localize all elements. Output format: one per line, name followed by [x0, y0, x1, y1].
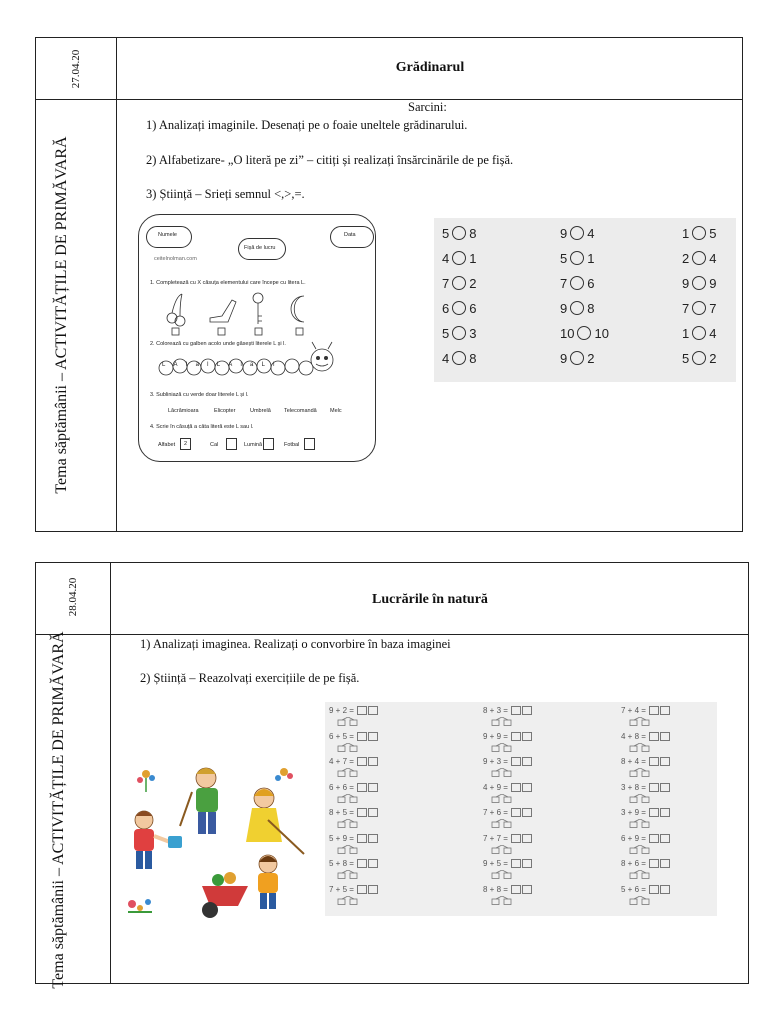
- addition-exercise: [621, 783, 670, 792]
- addition-exercise: [621, 808, 670, 817]
- left-number: 10: [560, 325, 575, 341]
- flower-icon: [128, 899, 152, 912]
- left-number: 5: [442, 325, 450, 341]
- equation-text: 6 + 6 =: [329, 782, 354, 792]
- word-4: Telecomandă: [284, 408, 317, 414]
- column-divider-2: [110, 562, 111, 984]
- decomposition-boxes: [491, 743, 513, 752]
- sarcini-label: Sarcini:: [408, 100, 447, 114]
- right-number: 6: [469, 300, 477, 316]
- answer-box[interactable]: [522, 732, 532, 741]
- addition-exercise: [329, 783, 378, 792]
- equation-text: 7 + 7 =: [483, 833, 508, 843]
- decomposition-boxes: [629, 819, 651, 828]
- answer-box[interactable]: [649, 732, 659, 741]
- equation-text: 9 + 5 =: [483, 859, 508, 868]
- addition-exercise: [329, 757, 378, 766]
- word-3: Umbrelă: [250, 408, 271, 414]
- compare-circle[interactable]: [570, 251, 584, 265]
- left-number: 9: [560, 225, 568, 241]
- equation-text: 8 + 4 =: [621, 757, 646, 766]
- compare-circle[interactable]: [570, 226, 584, 240]
- answer-box[interactable]: [649, 783, 659, 792]
- compare-circle[interactable]: [452, 276, 466, 290]
- left-number: 5: [682, 350, 690, 366]
- caterpillar-letter: L: [216, 362, 229, 368]
- right-number: 2: [709, 350, 717, 366]
- answer-box[interactable]: [660, 859, 670, 868]
- answer-box[interactable]: [522, 885, 532, 894]
- compare-circle[interactable]: [692, 276, 706, 290]
- answer-box[interactable]: [522, 757, 532, 766]
- exercise-3: 3. Subliniază cu verde doar literele L și l.: [150, 392, 249, 398]
- answer-box[interactable]: [511, 859, 521, 868]
- addition-exercise: [621, 885, 670, 894]
- fill-box-3: [263, 438, 274, 450]
- addition-exercise: [483, 859, 532, 868]
- key-icon: [253, 293, 263, 335]
- compare-circle[interactable]: [452, 251, 466, 265]
- equation-text: 6 + 5 =: [329, 731, 354, 741]
- child-wheelbarrow: [202, 855, 278, 918]
- answer-box[interactable]: [660, 706, 670, 715]
- comparison-item: [442, 299, 476, 317]
- equation-text: 3 + 9 =: [621, 808, 646, 817]
- right-number: 4: [709, 325, 717, 341]
- answer-box[interactable]: [357, 757, 367, 766]
- caterpillar-letters: [162, 362, 283, 368]
- answer-box[interactable]: [368, 859, 378, 868]
- equation-text: 6 + 9 =: [621, 833, 646, 843]
- decomposition-boxes: [491, 870, 513, 879]
- flower-icon: [275, 768, 293, 781]
- caterpillar-letter: l: [207, 362, 217, 368]
- caterpillar-letter: l: [273, 362, 283, 368]
- answer-box[interactable]: [660, 757, 670, 766]
- right-number: 1: [587, 250, 595, 266]
- right-number: 8: [587, 300, 595, 316]
- child-watering: [134, 811, 182, 869]
- comparison-item: [682, 299, 716, 317]
- moon-icon: [291, 296, 304, 335]
- right-number: 10: [594, 325, 609, 341]
- left-number: 7: [560, 275, 568, 291]
- decomposition-boxes: [629, 743, 651, 752]
- date-cell-1: 27.04.20: [70, 49, 82, 89]
- answer-box[interactable]: [522, 808, 532, 817]
- left-number: 9: [560, 300, 568, 316]
- answer-box[interactable]: [649, 706, 659, 715]
- decomposition-boxes: [629, 896, 651, 905]
- caterpillar-letter: L: [261, 362, 274, 368]
- cherry-icon: [167, 294, 185, 335]
- decomposition-boxes: [629, 845, 651, 854]
- child-raking: [246, 788, 304, 854]
- answer-box[interactable]: [649, 834, 659, 843]
- shoe-icon: [210, 300, 236, 335]
- addition-exercise: [483, 732, 532, 741]
- right-number: 6: [587, 275, 595, 291]
- addition-exercise: [329, 885, 378, 894]
- sheet-label: Fișă de lucru: [244, 245, 276, 251]
- caterpillar-letter: a: [250, 362, 262, 368]
- row-divider-1: [35, 99, 743, 100]
- addition-exercise: [483, 885, 532, 894]
- compare-circle[interactable]: [570, 351, 584, 365]
- comparison-item: [560, 249, 594, 267]
- left-number: 6: [442, 300, 450, 316]
- task-2-1: 1) Analizați imaginea. Realizați o convorbire în baza imaginei: [140, 637, 451, 651]
- exercise-2: 2. Colorează cu galben acolo unde găsești literele L și l.: [150, 341, 286, 347]
- fill-word-3: Lumină: [244, 442, 263, 448]
- left-number: 2: [682, 250, 690, 266]
- left-number: 9: [560, 350, 568, 366]
- date-label: Data: [344, 232, 356, 238]
- comparison-item: [682, 224, 716, 242]
- equation-text: 5 + 6 =: [621, 884, 646, 894]
- column-divider-1: [116, 37, 117, 532]
- decomposition-boxes: [629, 768, 651, 777]
- comparison-item: [682, 274, 716, 292]
- compare-circle[interactable]: [577, 326, 591, 340]
- lesson-title-1: Grădinarul: [395, 60, 465, 75]
- comparison-item: [560, 349, 594, 367]
- decomposition-boxes: [491, 794, 513, 803]
- compare-circle[interactable]: [452, 301, 466, 315]
- answer-box[interactable]: [368, 885, 378, 894]
- lesson-title-2: Lucrările în natură: [372, 592, 488, 607]
- addition-exercise: [621, 859, 670, 868]
- fill-word-1: Alfabet: [158, 442, 176, 448]
- caterpillar-drawing: [156, 340, 366, 380]
- right-number: 1: [469, 250, 477, 266]
- answer-box[interactable]: [522, 859, 532, 868]
- row-divider-2: [35, 634, 749, 635]
- task-1-3: 3) Științǎ – Srieți semnul <,>,=.: [146, 187, 305, 201]
- fill-box-4: [304, 438, 315, 450]
- decomposition-boxes: [491, 845, 513, 854]
- left-number: 5: [442, 225, 450, 241]
- site-label: ceitelnolman.com: [154, 256, 197, 262]
- caterpillar-letter: A: [173, 362, 186, 368]
- right-number: 9: [709, 275, 717, 291]
- left-number: 9: [682, 275, 690, 291]
- caterpillar-letter: A: [228, 362, 241, 368]
- equation-text: 9 + 9 =: [483, 731, 508, 741]
- caterpillar-letter: a: [195, 362, 208, 368]
- answer-box[interactable]: [511, 808, 521, 817]
- caterpillar-letter: L: [162, 362, 174, 368]
- answer-box[interactable]: [511, 783, 521, 792]
- compare-circle[interactable]: [570, 276, 584, 290]
- equation-text: 8 + 5 =: [329, 808, 354, 817]
- equation-text: 3 + 8 =: [621, 782, 646, 792]
- right-number: 2: [587, 350, 595, 366]
- decomposition-boxes: [491, 819, 513, 828]
- equation-text: 8 + 3 =: [483, 706, 508, 715]
- fill-box-2: [226, 438, 237, 450]
- right-number: 2: [469, 275, 477, 291]
- word-2: Elicopter: [214, 408, 236, 414]
- equation-text: 7 + 4 =: [621, 706, 646, 715]
- compare-circle[interactable]: [692, 226, 706, 240]
- addition-exercise: [329, 859, 378, 868]
- equation-text: 8 + 8 =: [483, 884, 508, 894]
- comparison-item: [442, 274, 476, 292]
- flower-icon: [137, 770, 155, 792]
- comparison-item: [682, 349, 716, 367]
- decomposition-boxes: [491, 896, 513, 905]
- exercise-4: 4. Scrie în căsuță a câta literă este L sau l.: [150, 424, 254, 430]
- equation-text: 9 + 2 =: [329, 706, 354, 715]
- compare-circle[interactable]: [570, 301, 584, 315]
- equation-text: 9 + 3 =: [483, 757, 508, 766]
- equation-text: 5 + 9 =: [329, 833, 354, 843]
- answer-box[interactable]: [357, 859, 367, 868]
- caterpillar-letter: I: [185, 362, 196, 368]
- addition-exercise: [483, 757, 532, 766]
- addition-exercise: [329, 834, 378, 843]
- decomposition-boxes: [337, 845, 359, 854]
- comparison-item: [442, 224, 476, 242]
- answer-box[interactable]: [511, 757, 521, 766]
- answer-box[interactable]: [357, 732, 367, 741]
- answer-box[interactable]: [511, 834, 521, 843]
- addition-exercise: [621, 706, 670, 715]
- comparison-item: [560, 299, 594, 317]
- answer-box[interactable]: [357, 706, 367, 715]
- decomposition-boxes: [337, 794, 359, 803]
- decomposition-boxes: [491, 717, 513, 726]
- compare-circle[interactable]: [452, 226, 466, 240]
- exercise-1-pictures: [164, 288, 344, 338]
- decomposition-boxes: [337, 743, 359, 752]
- theme-cell-1: Tema săptămânii – ACTIVITĂȚILE DE PRIMĂVARĂ: [53, 136, 70, 494]
- answer-box[interactable]: [357, 834, 367, 843]
- answer-box[interactable]: [660, 808, 670, 817]
- comparison-item: [442, 324, 476, 342]
- compare-circle[interactable]: [692, 301, 706, 315]
- task-2-2: 2) Științǎ – Reazolvați exercițiile de pe fișă.: [140, 671, 360, 685]
- right-number: 8: [469, 350, 477, 366]
- comparison-item: [560, 274, 594, 292]
- addition-exercise: [483, 706, 532, 715]
- answer-box[interactable]: [660, 834, 670, 843]
- answer-box[interactable]: [660, 783, 670, 792]
- equation-text: 8 + 6 =: [621, 859, 646, 868]
- decomposition-boxes: [337, 717, 359, 726]
- answer-box[interactable]: [522, 706, 532, 715]
- answer-box[interactable]: [522, 783, 532, 792]
- answer-box[interactable]: [649, 757, 659, 766]
- addition-exercise: [329, 706, 378, 715]
- answer-box[interactable]: [649, 808, 659, 817]
- comparison-item: [442, 349, 476, 367]
- left-number: 5: [560, 250, 568, 266]
- decomposition-boxes: [629, 717, 651, 726]
- fill-word-4: Fotbal: [284, 442, 300, 448]
- compare-circle[interactable]: [452, 326, 466, 340]
- right-number: 5: [709, 225, 717, 241]
- answer-box[interactable]: [522, 834, 532, 843]
- addition-exercise: [483, 783, 532, 792]
- task-1-2: 2) Alfabetizare- „O literă pe zi” – citiți și realizați însărcinările de pe fișă.: [146, 153, 514, 167]
- fill-word-2: Cal: [210, 442, 219, 448]
- decomposition-boxes: [491, 768, 513, 777]
- addition-worksheet: [325, 702, 717, 916]
- addition-exercise: [621, 834, 670, 843]
- equation-text: 4 + 9 =: [483, 782, 508, 792]
- answer-box[interactable]: [368, 783, 378, 792]
- comparison-sheet: [434, 218, 736, 382]
- letter-worksheet: [134, 210, 384, 468]
- comparison-item: [682, 324, 716, 342]
- answer-box[interactable]: [368, 706, 378, 715]
- left-number: 7: [682, 300, 690, 316]
- compare-circle[interactable]: [692, 351, 706, 365]
- caterpillar-letter: l: [240, 362, 251, 368]
- right-number: 7: [709, 300, 717, 316]
- answer-box[interactable]: [660, 732, 670, 741]
- decomposition-boxes: [337, 870, 359, 879]
- left-number: 4: [442, 250, 450, 266]
- decomposition-boxes: [629, 794, 651, 803]
- answer-box[interactable]: [368, 732, 378, 741]
- decomposition-boxes: [337, 896, 359, 905]
- answer-box[interactable]: [660, 885, 670, 894]
- answer-box[interactable]: [649, 885, 659, 894]
- equation-text: 4 + 7 =: [329, 757, 354, 766]
- word-5: Melc: [330, 408, 342, 414]
- right-number: 4: [587, 225, 595, 241]
- decomposition-boxes: [337, 768, 359, 777]
- left-number: 1: [682, 325, 690, 341]
- right-number: 4: [709, 250, 717, 266]
- addition-exercise: [483, 834, 532, 843]
- equation-text: 7 + 6 =: [483, 808, 508, 817]
- comparison-item: [682, 249, 716, 267]
- addition-exercise: [621, 757, 670, 766]
- equation-text: 4 + 8 =: [621, 731, 646, 741]
- answer-box[interactable]: [511, 885, 521, 894]
- left-number: 1: [682, 225, 690, 241]
- addition-exercise: [329, 732, 378, 741]
- right-number: 8: [469, 225, 477, 241]
- children-gardening-illustration: [118, 762, 308, 922]
- compare-circle[interactable]: [692, 326, 706, 340]
- exercise-1: 1. Completează cu X căsuța elementului care începe cu litera L.: [150, 280, 306, 286]
- answer-box[interactable]: [511, 732, 521, 741]
- answer-box[interactable]: [357, 783, 367, 792]
- answer-box[interactable]: [368, 757, 378, 766]
- date-cell-2: 28.04.20: [67, 577, 79, 617]
- task-1-1: 1) Analizați imaginile. Desenați pe o foaie uneltele grădinarului.: [146, 118, 468, 132]
- answer-box[interactable]: [368, 834, 378, 843]
- left-number: 7: [442, 275, 450, 291]
- addition-exercise: [329, 808, 378, 817]
- name-label: Numele: [158, 232, 177, 238]
- left-number: 4: [442, 350, 450, 366]
- comparison-item: [560, 324, 609, 342]
- equation-text: 7 + 5 =: [329, 884, 354, 894]
- addition-exercise: [483, 808, 532, 817]
- decomposition-boxes: [337, 819, 359, 828]
- right-number: 3: [469, 325, 477, 341]
- comparison-item: [560, 224, 594, 242]
- answer-box[interactable]: [357, 885, 367, 894]
- comparison-item: [442, 249, 476, 267]
- answer-box[interactable]: [649, 859, 659, 868]
- addition-exercise: [621, 732, 670, 741]
- compare-circle[interactable]: [452, 351, 466, 365]
- answer-box[interactable]: [368, 808, 378, 817]
- decomposition-boxes: [629, 870, 651, 879]
- fill-box-1: 2: [180, 438, 191, 450]
- equation-text: 5 + 8 =: [329, 859, 354, 868]
- compare-circle[interactable]: [692, 251, 706, 265]
- answer-box[interactable]: [511, 706, 521, 715]
- child-digging: [180, 768, 218, 834]
- answer-box[interactable]: [357, 808, 367, 817]
- theme-cell-2: Tema săptămânii – ACTIVITĂȚILE DE PRIMĂVARĂ: [50, 631, 67, 989]
- word-1: Lăcrămioara: [168, 408, 199, 414]
